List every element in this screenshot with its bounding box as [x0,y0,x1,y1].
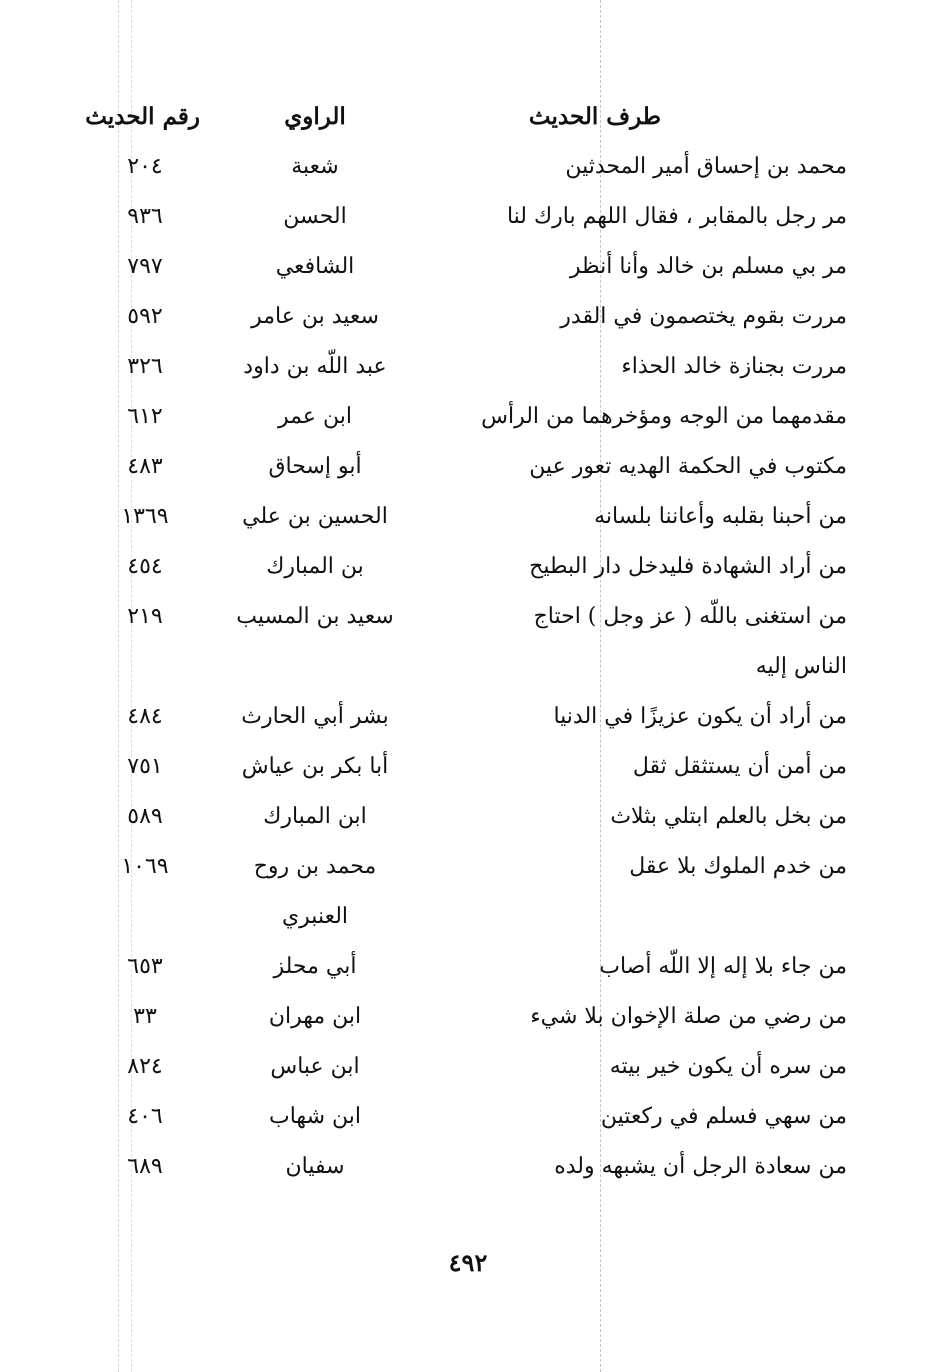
table-row [95,595,855,645]
narrator-name: ابن شهاب [269,1104,361,1129]
hadith-number: ١٣٦٩ [121,504,169,529]
hadith-text: من بخل بالعلم ابتلي بثلاث [610,804,847,829]
hadith-text: من أراد الشهادة فليدخل دار البطيح [529,554,847,579]
hadith-number: ١٠٦٩ [121,854,169,879]
narrator-name: عبد اللّه بن داود [243,354,387,379]
header-hadith: طرف الحديث [528,103,662,130]
narrator-name: ابن مهران [268,1004,362,1029]
hadith-number: ٣٢٦ [127,354,163,379]
narrator-name: محمد بن روح [253,854,377,879]
narrator-name: الحسن [283,204,347,229]
header-narrator: الراوي [284,103,346,130]
narrator-name: أبا بكر بن عياش [241,754,389,779]
hadith-number: ٣٣ [133,1004,157,1029]
hadith-text: من رضي من صلة الإخوان بلا شيء [530,1004,847,1029]
narrator-name: العنبري [281,904,349,929]
table-row [95,395,855,445]
hadith-number: ٧٥١ [127,754,163,779]
hadith-text: مر بي مسلم بن خالد وأنا أنظر [569,254,847,279]
hadith-text: مكتوب في الحكمة الهديه تعور عين [529,454,847,479]
narrator-name: سعيد بن المسيب [236,604,394,629]
hadith-number: ٥٩٢ [127,304,163,329]
narrator-name: ابن المبارك [263,804,367,829]
hadith-number: ٤٨٤ [127,704,163,729]
table-row [95,145,855,195]
table-row [95,345,855,395]
table-row [95,495,855,545]
hadith-number: ٥٨٩ [127,804,163,829]
hadith-text: الناس إليه [755,654,847,679]
table-row [95,745,855,795]
hadith-number: ٩٣٦ [127,204,163,229]
hadith-text: من خدم الملوك بلا عقل [629,854,847,879]
narrator-name: الحسين بن علي [242,504,388,529]
table-row [95,795,855,845]
table-row [95,295,855,345]
hadith-text: من أراد أن يكون عزيزًا في الدنيا [553,704,847,729]
hadith-index-table [85,95,855,1195]
hadith-number: ٢٠٤ [127,154,163,179]
narrator-name: سفيان [285,1154,345,1179]
hadith-text: من سهي فسلم في ركعتين [600,1104,847,1129]
hadith-text: من أمن أن يستثقل ثقل [632,754,847,779]
narrator-name: شعبة [291,154,339,179]
narrator-name: أبو إسحاق [268,454,362,479]
hadith-text: من أحبنا بقلبه وأعاننا بلسانه [594,504,847,529]
narrator-name: ابن عمر [278,404,352,429]
narrator-name: أبي محلز [273,954,357,979]
table-row [95,945,855,995]
header-number: رقم الحديث [85,103,200,130]
narrator-name: بن المبارك [266,554,364,579]
table-row [95,1095,855,1145]
table-row [95,995,855,1045]
hadith-text: من سعادة الرجل أن يشبهه ولده [554,1154,847,1179]
table-row [95,895,855,945]
table-row [95,645,855,695]
table-row [95,1145,855,1195]
table-header-row [85,95,855,145]
table-row [95,845,855,895]
table-row [95,445,855,495]
hadith-number: ٦٥٣ [127,954,163,979]
hadith-number: ٨٢٤ [127,1054,163,1079]
hadith-text: من سره أن يكون خير بيته [609,1054,847,1079]
hadith-text: مررت بجنازة خالد الحذاء [621,354,847,379]
hadith-number: ٤٨٣ [127,454,163,479]
table-row [95,695,855,745]
table-row [95,195,855,245]
table-row [95,1045,855,1095]
hadith-number: ٦٨٩ [127,1154,163,1179]
narrator-name: الشافعي [275,254,355,279]
hadith-number: ٦١٢ [127,404,163,429]
narrator-name: بشر أبي الحارث [241,704,389,729]
hadith-number: ٤٠٦ [127,1104,163,1129]
hadith-number: ٢١٩ [127,604,163,629]
narrator-name: ابن عباس [270,1054,360,1079]
page-number: ٤٩٢ [448,1248,488,1277]
hadith-text: من استغنى باللّه ( عز وجل ) احتاج [533,604,847,629]
hadith-text: مررت بقوم يختصمون في القدر [560,304,847,329]
hadith-text: مقدمهما من الوجه ومؤخرهما من الرأس [481,404,847,429]
hadith-text: محمد بن إحساق أمير المحدثين [565,154,847,179]
table-body [95,145,855,1195]
hadith-number: ٧٩٧ [127,254,163,279]
hadith-text: من جاء بلا إله إلا اللّه أصاب [599,954,847,979]
hadith-number: ٤٥٤ [127,554,163,579]
table-row [95,545,855,595]
narrator-name: سعيد بن عامر [251,304,379,329]
table-row [95,245,855,295]
hadith-text: مر رجل بالمقابر ، فقال اللهم بارك لنا [506,204,847,229]
